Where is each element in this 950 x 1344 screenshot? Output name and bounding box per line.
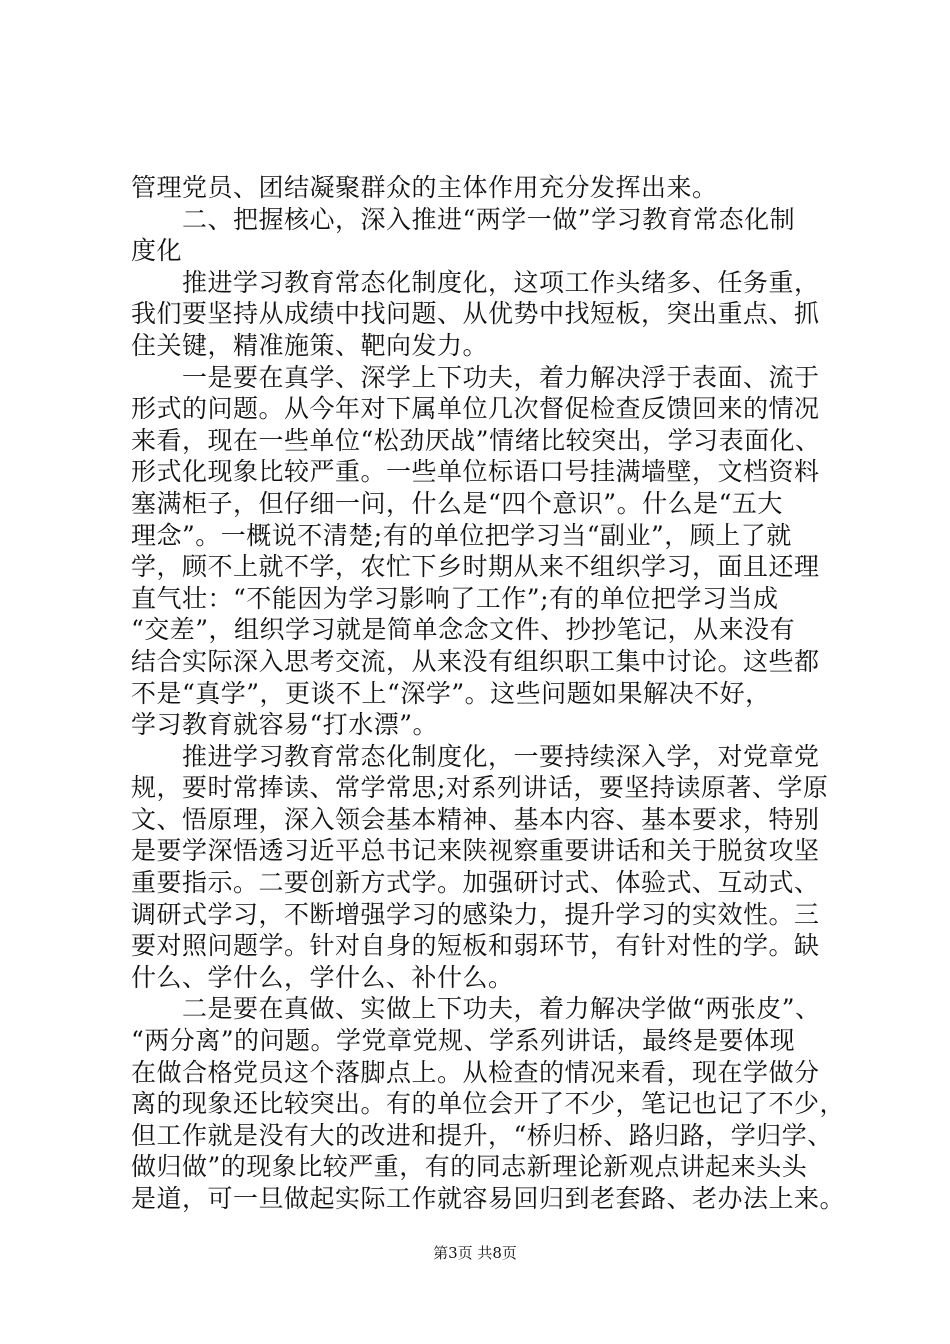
page-number-footer: 第3页 共8页 (433, 1244, 517, 1262)
text-line: 做归做”的现象比较严重，有的同志新理论新观点讲起来头头 (131, 1152, 808, 1182)
text-line: 二是要在真做、实做上下功夫，着力解决学做“两张皮”、 (131, 994, 821, 1024)
text-line: 结合实际深入思考交流，从来没有组织职工集中讨论。这些都 (131, 646, 820, 676)
text-line: 什么、学什么，学什么、补什么。 (131, 962, 514, 992)
text-line: 是要学深悟透习近平总书记来陕视察重要讲话和关于脱贫攻坚 (131, 836, 820, 866)
text-line: 规，要时常捧读、常学常思;对系列讲话，要坚持读原著、学原 (131, 773, 829, 803)
text-line: 理念”。一概说不清楚;有的单位把学习当“副业”，顾上了就 (131, 520, 792, 550)
text-line: 管理党员、团结凝聚群众的主体作用充分发挥出来。 (131, 173, 718, 202)
text-line: 是道，可一旦做起实际工作就容易回归到老套路、老办法上来。 (131, 1184, 846, 1213)
text-line: 一是要在真学、深学上下功夫，着力解决浮于表面、流于 (131, 362, 820, 392)
text-line: 调研式学习，不断增强学习的感染力，提升学习的实效性。三 (131, 899, 820, 929)
text-line: 形式化现象比较严重。一些单位标语口号挂满墙壁，文档资料 (131, 457, 820, 487)
text-line: 学习教育就容易“打水漂”。 (131, 710, 439, 740)
text-line: 离的现象还比较突出。有的单位会开了不少，笔记也记了不少， (131, 1089, 846, 1119)
text-line: 来看，现在一些单位“松劲厌战”情绪比较突出，学习表面化、 (131, 425, 821, 455)
text-line: 塞满柜子，但仔细一问，什么是“四个意识”。什么是“五大 (131, 488, 783, 518)
text-line: 学，顾不上就不学，农忙下乡时期从来不组织学习，面且还理 (131, 552, 820, 582)
section-heading-line: 二、把握核心，深入推进“两学一做”学习教育常态化制 (131, 204, 796, 234)
text-line: “两分离”的问题。学党章党规、学系列讲话，最终是要体现 (131, 1026, 796, 1056)
text-line: 要对照问题学。针对自身的短板和弱环节，有针对性的学。缺 (131, 931, 820, 961)
text-line: “交差”，组织学习就是简单念念文件、抄抄笔记，从来没有 (131, 615, 796, 645)
text-line: 直气壮：“不能因为学习影响了工作”;有的单位把学习当成 (131, 583, 779, 613)
text-line: 住关键，精准施策、靶向发力。 (131, 330, 489, 360)
text-line: 重要指示。二要创新方式学。加强研讨式、体验式、互动式、 (131, 868, 820, 898)
text-line: 文、悟原理，深入领会基本精神、基本内容、基本要求，特别 (131, 804, 820, 834)
text-line: 推进学习教育常态化制度化，这项工作头绪多、任务重， (131, 267, 820, 297)
text-line: 形式的问题。从今年对下属单位几次督促检查反馈回来的情况 (131, 394, 820, 424)
text-line: 但工作就是没有大的改进和提升，“桥归桥、路归路，学归学、 (131, 1120, 833, 1150)
section-heading-line: 度化 (131, 236, 183, 266)
text-line: 我们要坚持从成绩中找问题、从优势中找短板，突出重点、抓 (131, 299, 820, 329)
document-body (131, 172, 846, 1215)
text-line: 不是“真学”，更谈不上“深学”。这些问题如果解决不好， (131, 678, 771, 708)
text-line: 推进学习教育常态化制度化，一要持续深入学，对党章党 (131, 741, 820, 771)
text-line: 在做合格党员这个落脚点上。从检查的情况来看，现在学做分 (131, 1057, 820, 1087)
